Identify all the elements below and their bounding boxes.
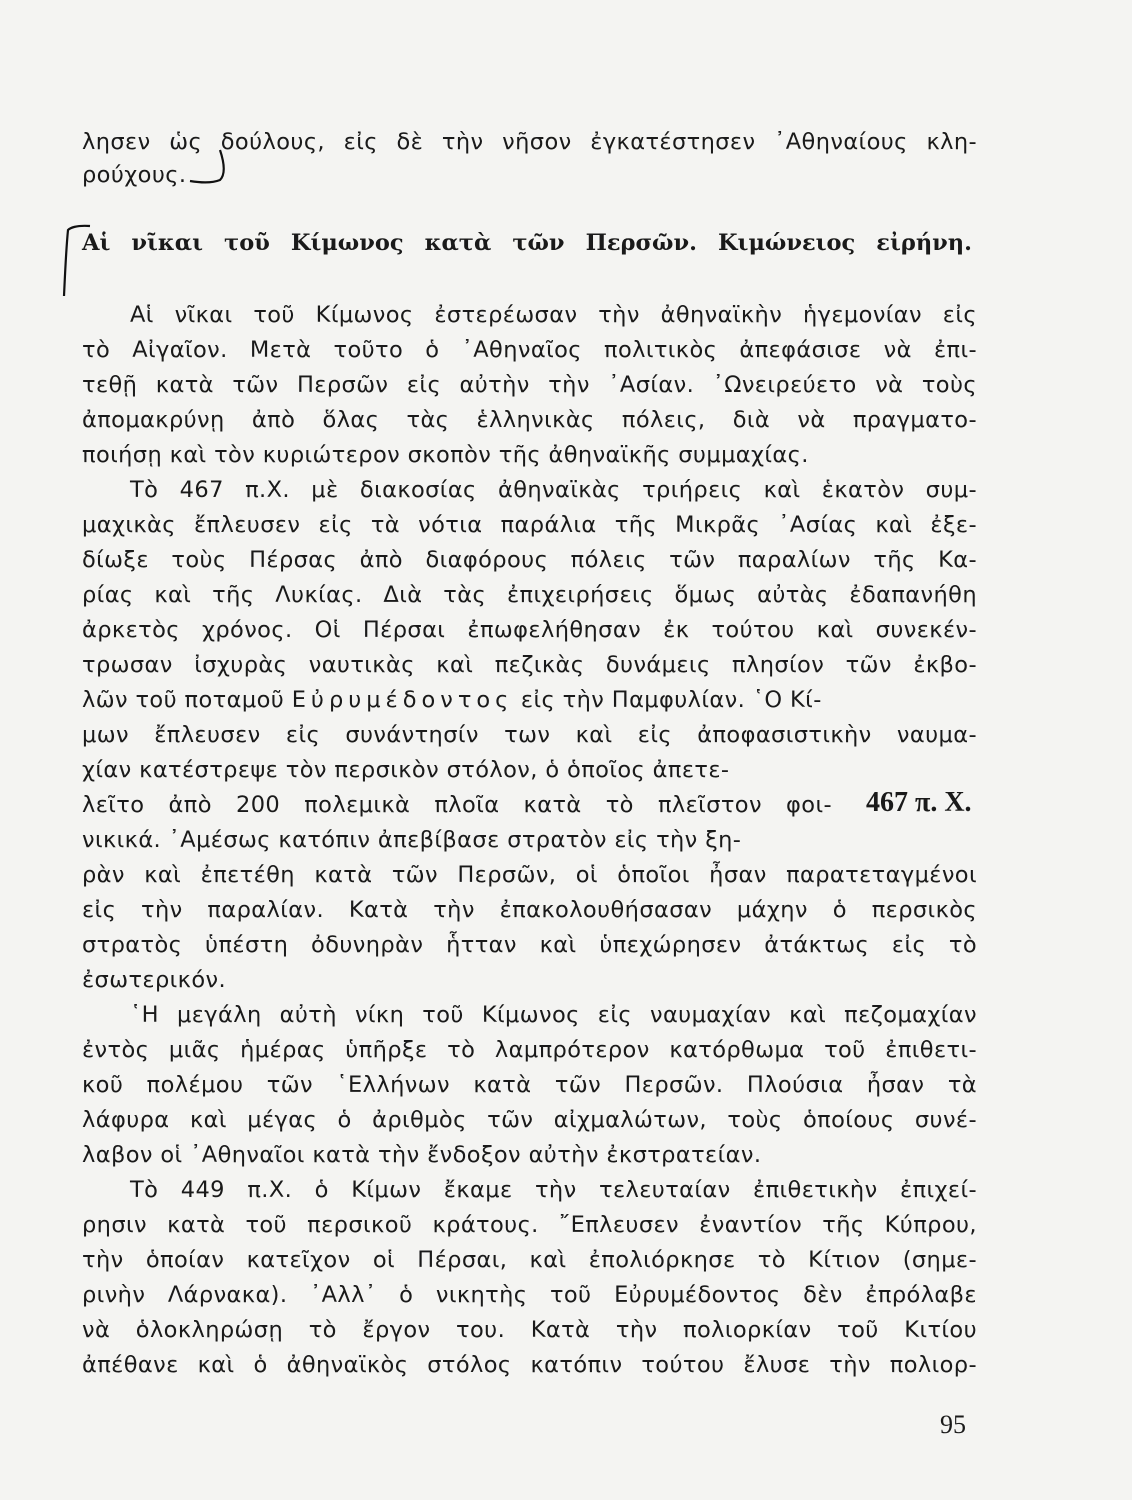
text-line: ρούχους.	[82, 162, 187, 188]
text-line: ἐσωτερικόν.	[82, 967, 227, 993]
text-line: κοῦ πολέμου τῶν ῾Ελλήνων κατὰ τῶν Περσῶν. Πλούσια ἦσαν τὰ	[82, 1072, 977, 1098]
text-line	[82, 686, 822, 714]
text-line: ρὰν καὶ ἐπετέθη κατὰ τῶν Περσῶν, οἱ ὁποῖοι ἦσαν παρατεταγμένοι	[82, 862, 977, 888]
text-line: ποιήσῃ καὶ τὸν κυριώτερον σκοπὸν τῆς ἀθηναϊκῆς συμμαχίας.	[82, 442, 809, 468]
section-heading: Αἱ νῖκαι τοῦ Κίμωνος κατὰ τῶν Περσῶν. Κιμώνειος εἰρήνη.	[82, 230, 972, 256]
text-line: ἀρκετὸς χρόνος. Οἱ Πέρσαι ἐπωφελήθησαν ἐκ τούτου καὶ συνεκέν-	[82, 617, 977, 643]
text-line: ρίας καὶ τῆς Λυκίας. Διὰ τὰς ἐπιχειρήσεις ὅμως αὐτὰς ἐδαπανήθη	[82, 582, 977, 608]
text-line: χίαν κατέστρεψε τὸν περσικὸν στόλον, ὁ ὁποῖος ἀπετε-	[82, 757, 730, 783]
text-line: ῾Η μεγάλη αὐτὴ νίκη τοῦ Κίμωνος εἰς ναυμαχίαν καὶ πεζομαχίαν	[130, 1002, 977, 1028]
text-line: Τὸ 449 π.Χ. ὁ Κίμων ἔκαμε τὴν τελευταίαν ἐπιθετικὴν ἐπιχεί-	[130, 1177, 977, 1203]
text-line: λαβον οἱ ᾿Αθηναῖοι κατὰ τὴν ἔνδοξον αὐτὴν ἐκστρατείαν.	[82, 1142, 762, 1168]
text-line: Τὸ 467 π.Χ. μὲ διακοσίας ἀθηναϊκὰς τριήρεις καὶ ἑκατὸν συμ-	[130, 477, 977, 503]
text-line: Αἱ νῖκαι τοῦ Κίμωνος ἐστερέωσαν τὴν ἀθηναϊκὴν ἡγεμονίαν εἰς	[130, 302, 977, 328]
text-segment: λῶν τοῦ ποταμοῦ	[82, 687, 292, 713]
spaced-name: Εὐρυμέδοντος	[291, 687, 514, 713]
text-line: νικικά. ᾿Αμέσως κατόπιν ἀπεβίβασε στρατὸν εἰς τὴν ξη-	[82, 827, 742, 853]
text-segment: εἰς τὴν Παμφυλίαν. ῾Ο Κί-	[513, 687, 822, 713]
text-line: μαχικὰς ἔπλευσεν εἰς τὰ νότια παράλια τῆς Μικρᾶς ᾿Ασίας καὶ ἐξε-	[82, 512, 977, 538]
text-line: ἀπομακρύνῃ ἀπὸ ὅλας τὰς ἑλληνικὰς πόλεις, διὰ νὰ πραγματο-	[82, 407, 977, 433]
text-line: εἰς τὴν παραλίαν. Κατὰ τὴν ἐπακολουθήσασαν μάχην ὁ περσικὸς	[82, 897, 977, 923]
text-line: νὰ ὁλοκληρώσῃ τὸ ἔργον του. Κατὰ τὴν πολιορκίαν τοῦ Κιτίου	[82, 1317, 977, 1343]
margin-date-note: 467 π. Χ.	[866, 787, 972, 818]
text-line: λησεν ὡς δούλους, εἰς δὲ τὴν νῆσον ἐγκατέστησεν ᾿Αθηναίους κλη-	[82, 129, 977, 155]
text-line: λάφυρα καὶ μέγας ὁ ἀριθμὸς τῶν αἰχμαλώτων, τοὺς ὁποίους συνέ-	[82, 1107, 977, 1133]
page-number: 95	[940, 1410, 966, 1439]
text-line: λεῖτο ἀπὸ 200 πολεμικὰ πλοῖα κατὰ τὸ πλεῖστον φοι-	[82, 792, 832, 818]
text-line: τρωσαν ἰσχυρὰς ναυτικὰς καὶ πεζικὰς δυνάμεις πλησίον τῶν ἐκβο-	[82, 652, 977, 678]
text-line: τὴν ὁποίαν κατεῖχον οἱ Πέρσαι, καὶ ἐπολιόρκησε τὸ Κίτιον (σημε-	[82, 1247, 977, 1273]
text-line: μων ἔπλευσεν εἰς συνάντησίν των καὶ εἰς ἀποφασιστικὴν ναυμα-	[82, 722, 977, 748]
text-line: τὸ Αἰγαῖον. Μετὰ τοῦτο ὁ ᾿Αθηναῖος πολιτικὸς ἀπεφάσισε νὰ ἐπι-	[82, 337, 977, 363]
text-line: ἐντὸς μιᾶς ἡμέρας ὑπῆρξε τὸ λαμπρότερον κατόρθωμα τοῦ ἐπιθετι-	[82, 1037, 977, 1063]
text-line: στρατὸς ὑπέστη ὀδυνηρὰν ἧτταν καὶ ὑπεχώρησεν ἀτάκτως εἰς τὸ	[82, 932, 977, 958]
text-line: ρινὴν Λάρνακα). ᾿Αλλ᾿ ὁ νικητὴς τοῦ Εὐρυμέδοντος δὲν ἐπρόλαβε	[82, 1282, 977, 1308]
text-line: ρησιν κατὰ τοῦ περσικοῦ κράτους. ῎Επλευσεν ἐναντίον τῆς Κύπρου,	[82, 1212, 977, 1238]
text-line: δίωξε τοὺς Πέρσας ἀπὸ διαφόρους πόλεις τῶν παραλίων τῆς Κα-	[82, 547, 977, 573]
text-line: ἀπέθανε καὶ ὁ ἀθηναϊκὸς στόλος κατόπιν τούτου ἔλυσε τὴν πολιορ-	[82, 1352, 977, 1378]
text-line: τεθῇ κατὰ τῶν Περσῶν εἰς αὐτὴν τὴν ᾿Ασίαν. ᾿Ωνειρεύετο νὰ τοὺς	[82, 372, 977, 398]
